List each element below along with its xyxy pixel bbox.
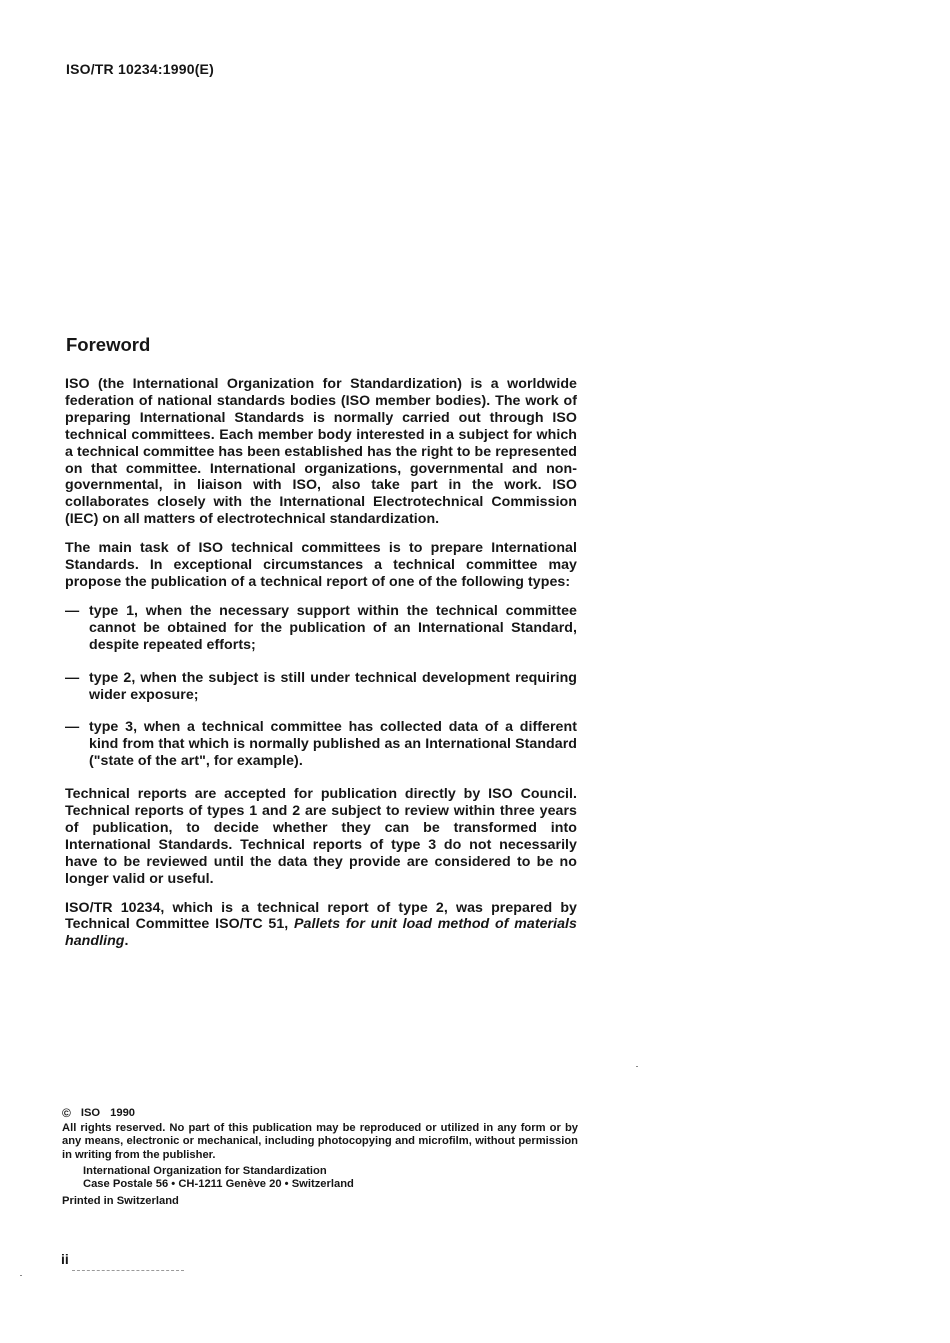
list-item-type-3: — type 3, when a technical committee has collected data of a different kind from that which is normally published as an International Standard ("state of the art", for example). <box>65 719 577 770</box>
list-item-type-2: — type 2, when the subject is still under technical development requiring wider exposure; <box>65 670 577 704</box>
copyright-block <box>62 1107 578 1208</box>
publisher-name: International Organization for Standardization <box>83 1164 327 1177</box>
rights-statement: All rights reserved. No part of this publication may be reproduced or utilized in any form or by any means, electronic or mechanical, including photocopying and microfilm, without permission in writing from the publisher. <box>62 1122 578 1161</box>
printed-in: Printed in Switzerland <box>62 1195 179 1208</box>
foreword-paragraph-3: Technical reports are accepted for publication directly by ISO Council. Technical reports of types 1 and 2 are subject to review within three years of publication, to decide whether they can be transformed into International Standards. Technical reports of type 3 do not necessarily have to be reviewed until the data they provide are considered to be no longer valid or useful. <box>65 786 577 887</box>
page-number: ii <box>61 1251 69 1267</box>
paragraph-4-text: ISO/TR 10234, which is a technical report of type 2, was prepared by Technical Committee ISO/TC 51, <box>65 899 577 933</box>
copyright-year: 1990 <box>110 1107 136 1119</box>
committee-title: Pallets for unit load method of materials handling <box>65 916 577 950</box>
copyright-icon: © <box>62 1106 71 1120</box>
document-identifier: ISO/TR 10234:1990(E) <box>66 61 214 77</box>
scan-speck <box>636 1066 638 1067</box>
list-item-type-1: — type 1, when the necessary support within the technical committee cannot be obtained for the publication of an International Standard, despite repeated efforts; <box>65 603 577 654</box>
foreword-paragraph-2: The main task of ISO technical committees is to prepare International Standards. In exceptional circumstances a technical committee may propose the publication of a technical report of one of the following types: <box>65 540 577 590</box>
copyright-line <box>62 1107 578 1120</box>
copyright-org: ISO <box>80 1107 101 1119</box>
foreword-paragraph-4 <box>65 900 577 951</box>
report-types-list <box>65 603 577 770</box>
foreword-body <box>65 376 577 962</box>
scan-speck <box>20 1275 22 1276</box>
publisher-address <box>62 1165 578 1191</box>
foreword-title: Foreword <box>66 334 151 355</box>
publisher-postal: Case Postale 56 • CH-1211 Genève 20 • Switzerland <box>83 1178 354 1191</box>
paragraph-4-end: . <box>124 933 129 950</box>
foreword-paragraph-1: ISO (the International Organization for Standardization) is a worldwide federation of national standards bodies (ISO member bodies). The work of preparing International Standards is normally carried out through ISO technical committees. Each member body interested in a subject for which a technical committee has been established has the right to be represented on that committee. International organizations, governmental and non-governmental, in liaison with ISO, also take part in the work. ISO collaborates closely with the International Electrotechnical Commission (IEC) on all matters of electrotechnical standardization. <box>65 376 577 528</box>
scan-artifact <box>72 1270 184 1271</box>
